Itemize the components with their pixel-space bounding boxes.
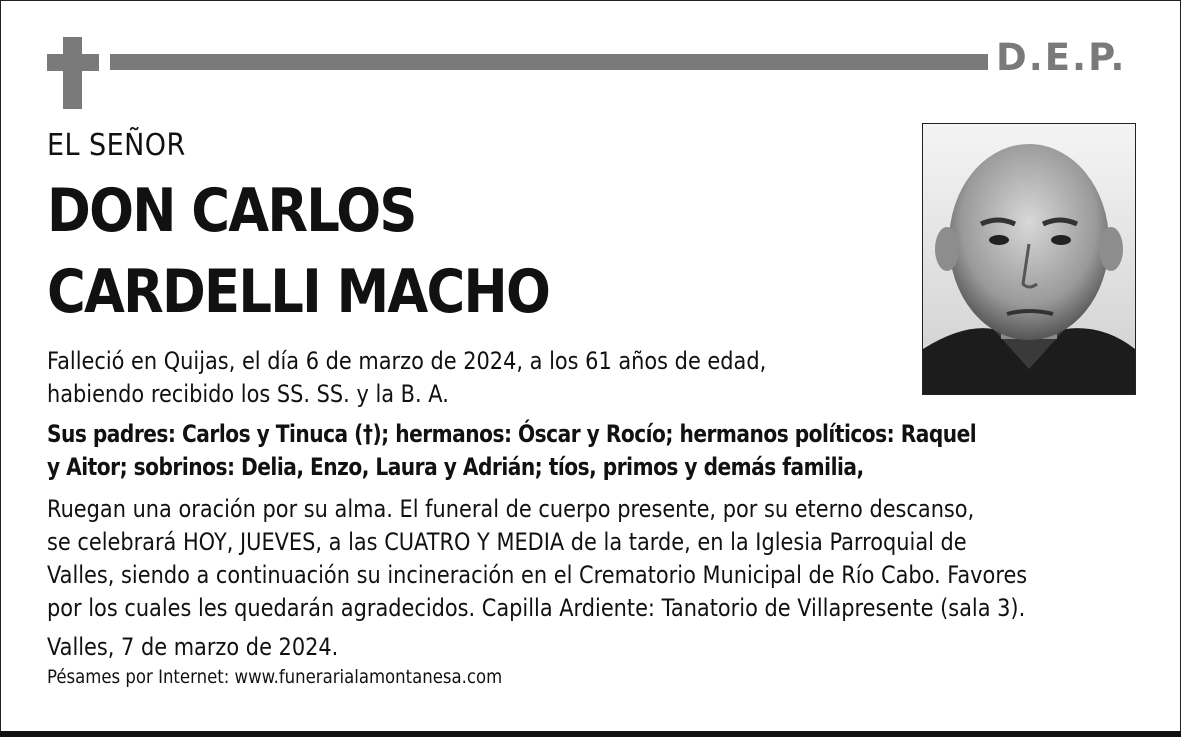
deceased-name-line-1: DON CARLOS (47, 176, 416, 246)
condolences-link-text: Pésames por Internet: www.funerarialamontanesa.com (47, 666, 503, 688)
footer-rule (0, 731, 1181, 737)
death-line: habiendo recibido los SS. SS. y la B. A. (47, 380, 449, 408)
service-line: Valles, siendo a continuación su incineración en el Crematorio Municipal de Río Cabo. Favores (47, 561, 1028, 589)
service-line: se celebrará HOY, JUEVES, a las CUATRO Y MEDIA de la tarde, en la Iglesia Parroquial de (47, 528, 967, 556)
family-line: y Aitor; sobrinos: Delia, Enzo, Laura y Adrián; tíos, primos y demás familia, (47, 453, 864, 481)
death-details (47, 345, 766, 411)
cross-icon (47, 37, 99, 109)
dep-label: D.E.P. (996, 36, 1127, 79)
death-line: Falleció en Quijas, el día 6 de marzo de 2024, a los 61 años de edad, (47, 347, 767, 375)
portrait-image (923, 124, 1135, 394)
service-line: Ruegan una oración por su alma. El funeral de cuerpo presente, por su eterno descanso, (47, 495, 975, 523)
header-rule (110, 54, 988, 70)
family-line: Sus padres: Carlos y Tinuca (†); hermanos: Óscar y Rocío; hermanos políticos: Raquel (47, 420, 977, 448)
portrait-photo (922, 123, 1136, 395)
service-line: por los cuales les quedarán agradecidos. Capilla Ardiente: Tanatorio de Villapresente (sala 3). (47, 594, 1026, 622)
honorific: EL SEÑOR (47, 128, 186, 163)
place-and-date: Valles, 7 de marzo de 2024. (47, 633, 339, 661)
service-details (47, 493, 1027, 625)
deceased-name-line-2: CARDELLI MACHO (47, 257, 550, 327)
family-list (47, 418, 976, 484)
